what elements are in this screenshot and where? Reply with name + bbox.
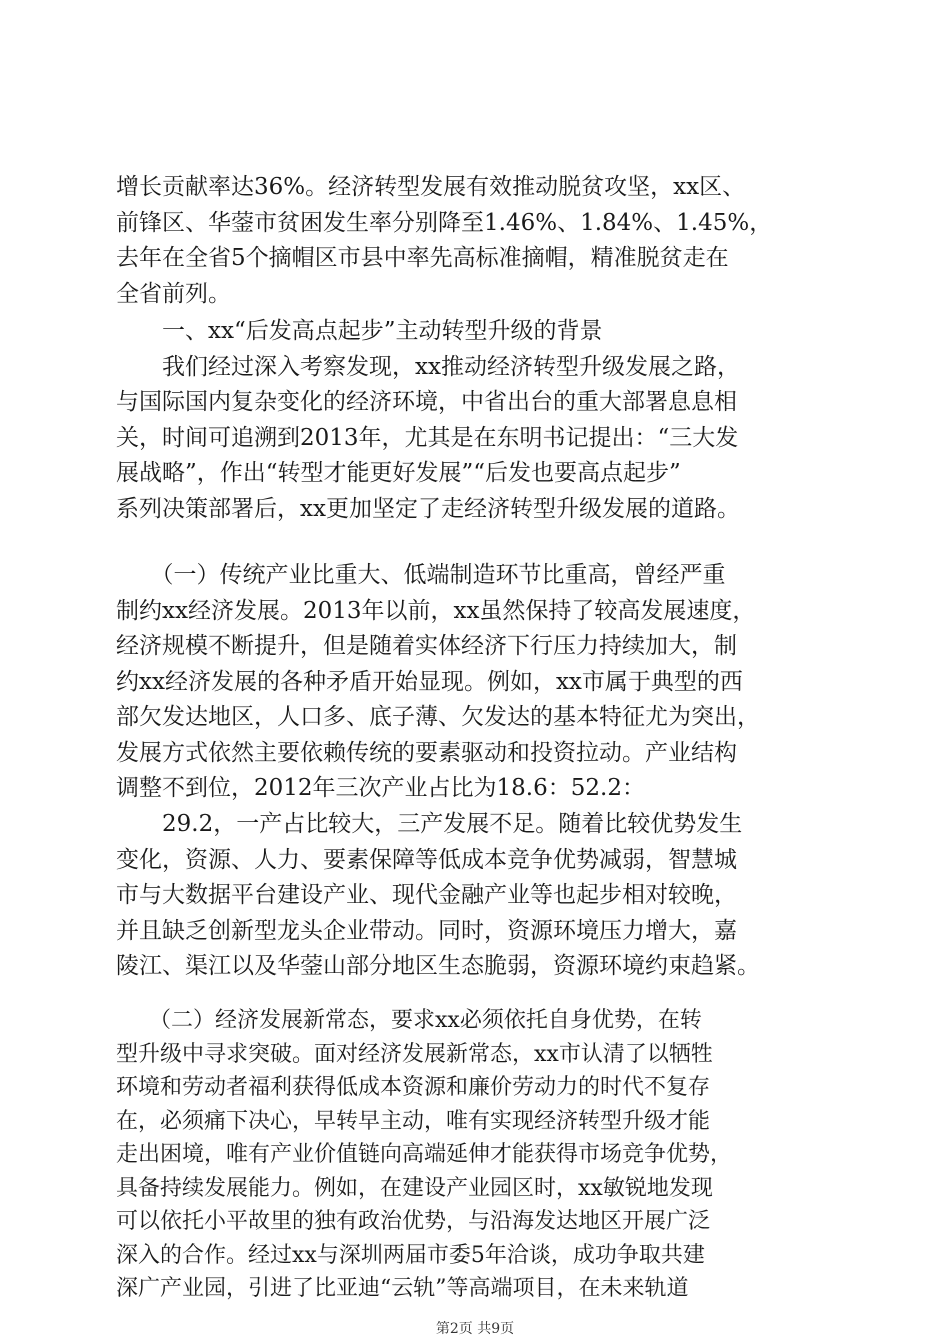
body-text-line: 去年在全省5个摘帽区市县中率先高标准摘帽，精准脱贫走在: [116, 245, 729, 271]
body-text-line: 增长贡献率达36%。经济转型发展有效推动脱贫攻坚，xx区、: [116, 174, 746, 200]
body-text-line: 全省前列。: [116, 281, 231, 307]
body-text-line: 变化，资源、人力、要素保障等低成本竞争优势减弱，智慧城: [116, 847, 737, 873]
body-text-line: 具备持续发展能力。例如，在建设产业园区时，xx敏锐地发现: [116, 1176, 713, 1201]
body-text-line: 并且缺乏创新型龙头企业带动。同时，资源环境压力增大，嘉: [116, 918, 737, 944]
body-text-line: 29.2，一产占比较大，三产发展不足。随着比较优势发生: [116, 811, 743, 837]
body-text-line: 环境和劳动者福利获得低成本资源和廉价劳动力的时代不复存: [116, 1075, 711, 1100]
subsection-paragraph-start: （一）传统产业比重大、低端制造环节比重高，曾经严重: [116, 562, 726, 588]
body-text-line: 可以依托小平故里的独有政治优势，与沿海发达地区开展广泛: [116, 1209, 711, 1234]
section-heading: 一、xx“后发高点起步”主动转型升级的背景: [116, 318, 603, 344]
body-text-line: 展战略”，作出“转型才能更好发展”“后发也要高点起步”: [116, 460, 681, 486]
subsection-paragraph-start: （二）经济发展新常态，要求xx必须依托自身优势，在转: [116, 1008, 702, 1033]
body-text-line: 约xx经济发展的各种矛盾开始显现。例如，xx市属于典型的西: [116, 669, 743, 695]
page-footer: 第2页 共9页: [435, 1321, 515, 1337]
body-text-line: 系列决策部署后，xx更加坚定了走经济转型升级发展的道路。: [116, 496, 740, 522]
body-text-line: 我们经过深入考察发现，xx推动经济转型升级发展之路，: [116, 354, 740, 380]
body-text-line: 深入的合作。经过xx与深圳两届市委5年洽谈，成功争取共建: [116, 1243, 705, 1268]
body-text-line: 关，时间可追溯到2013年，尤其是在东明书记提出：“三大发: [116, 425, 739, 451]
body-text-line: 经济规模不断提升，但是随着实体经济下行压力持续加大，制: [116, 633, 737, 659]
body-text-line: 市与大数据平台建设产业、现代金融产业等也起步相对较晚，: [116, 882, 737, 908]
body-text-line: 制约xx经济发展。2013年以前，xx虽然保持了较高发展速度，: [116, 598, 756, 624]
body-text-line: 型升级中寻求突破。面对经济发展新常态，xx市认清了以牺牲: [116, 1042, 713, 1067]
body-text-line: 前锋区、华蓥市贫困发生率分别降至1.46%、1.84%、1.45%，: [116, 210, 773, 236]
body-text-line: 发展方式依然主要依赖传统的要素驱动和投资拉动。产业结构: [116, 740, 737, 766]
body-text-line: 走出困境，唯有产业价值链向高端延伸才能获得市场竞争优势，: [116, 1142, 733, 1167]
body-text-line: 调整不到位，2012年三次产业占比为18.6：52.2：: [116, 775, 645, 801]
body-text-line: 与国际国内复杂变化的经济环境，中省出台的重大部署息息相: [116, 389, 737, 415]
body-text-line: 深广产业园，引进了比亚迪“云轨”等高端项目，在未来轨道: [116, 1276, 689, 1301]
body-text-line: 陵江、渠江以及华蓥山部分地区生态脆弱，资源环境约束趋紧。: [116, 953, 760, 979]
body-text-line: 部欠发达地区，人口多、底子薄、欠发达的基本特征尤为突出，: [116, 704, 760, 730]
body-text-line: 在，必须痛下决心，早转早主动，唯有实现经济转型升级才能: [116, 1109, 711, 1134]
